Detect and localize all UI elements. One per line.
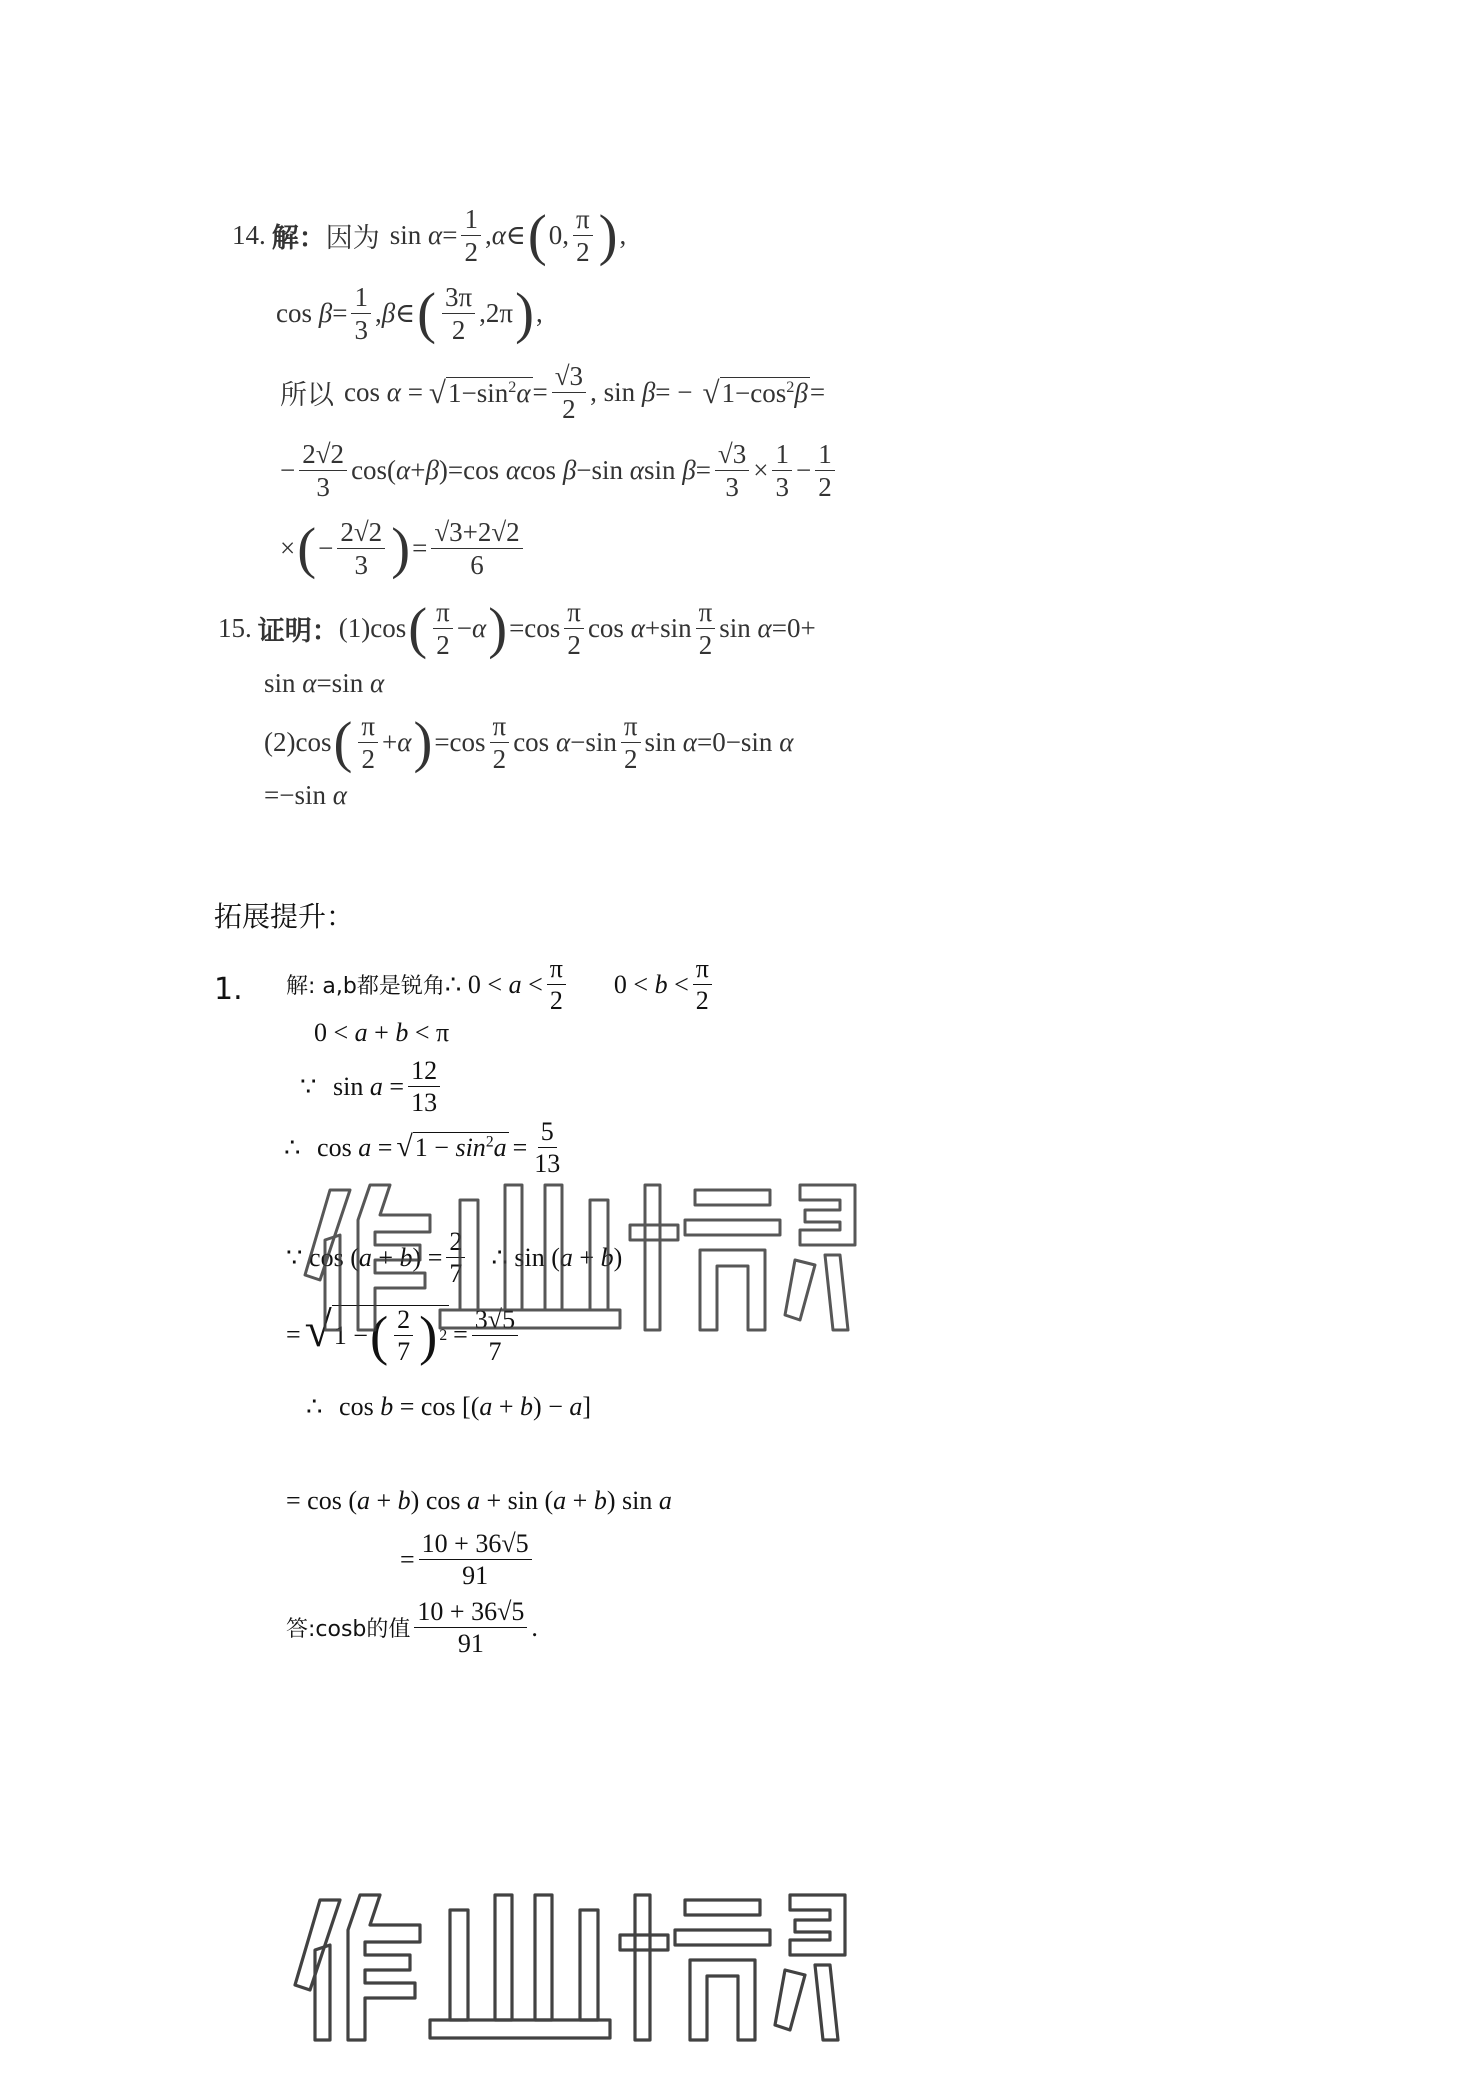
watermark-logo-1 <box>300 1170 860 1340</box>
extension-heading: 拓展提升： <box>214 900 355 933</box>
p14-eq1: sin α= <box>389 220 458 251</box>
p14-because: 因为 <box>325 223 380 255</box>
p15-part2: (2) <box>264 727 296 758</box>
ext1-answer-prefix: 答:cosb的值 <box>286 1617 411 1643</box>
p14-line4: − $\frac{2√2}{3}$ cos(α+β)=cos αcos β−sin αsin β= $\frac{√3}{3}$ × $\frac{1}{3}$ − $\frac{1}{2}$ <box>280 440 839 502</box>
p15-part1: (1) <box>338 613 371 644</box>
p15-line1: 15. 证明： (1) cos ( $\frac{\pi}{2}$ −α ) =cos $\frac{\pi}{2}$ cos α+sin $\frac{\pi}{2}$ sin α=0+ <box>218 597 816 661</box>
ext1-line2: 0 < a + b < π <box>314 1018 450 1047</box>
p14-frac-1-3: $\frac{1}{3}$ <box>351 283 371 345</box>
ext1-intro: 解: a,b都是锐角 <box>286 974 445 1000</box>
ext1-line4: ∴ cos a = √ $1 - \sin^2a$ = $\frac{5}{13}$ <box>284 1117 561 1179</box>
ext1-line3: ∵ sin a = $\frac{12}{13}$ <box>300 1057 444 1117</box>
p14-frac-1-2: $\frac{1}{2}$ <box>461 205 481 267</box>
p14-line2: cos β= $\frac{1}{3}$ ,β∈ ( $\frac{3\pi}{2}$ ,2π ) , <box>276 282 543 346</box>
p14-frac-pi-2: $\frac{\pi}{2}$ <box>573 205 593 267</box>
p14-line5: × ( − $\frac{2√2}{3}$ ) = $\frac{√3+2√2}{6}$ <box>280 518 527 580</box>
p15-line3: (2) cos ( $\frac{\pi}{2}$ +α ) =cos $\frac{\pi}{2}$ cos α−sin $\frac{\pi}{2}$ sin α=0−sin α <box>264 711 794 775</box>
p14-so: 所以 <box>280 380 334 412</box>
watermark-logo-2 <box>290 1880 850 2050</box>
ext1-line5: ∵ cos (a + b) = $\frac{2}{7}$ ∴ sin (a + b) <box>286 1227 623 1289</box>
ext1-line9: = $\frac{10 + 36√5}{91}$ <box>400 1530 536 1590</box>
p14-number: 14. <box>232 220 266 251</box>
p15-line4: =−sin α <box>264 780 347 810</box>
p14-result: $\frac{√3+2√2}{6}$ <box>431 518 522 580</box>
p14-label: 解： <box>271 223 326 255</box>
p14-line3: 所以 cos α = √ $1-\sin^2\alpha$ = $\frac{√3}{2}$ , sin β= − √ $1-\cos^2\beta$ = <box>280 361 826 425</box>
p15-label: 证明： <box>257 616 339 648</box>
p14-line1: 14. 解： 因为 sin α= $\frac{1}{2}$ ,α∈ ( 0, $\frac{\pi}{2}$ ) , <box>232 204 627 268</box>
p14-frac-3pi-2: $\frac{3\pi}{2}$ <box>442 283 475 345</box>
ext1-answer: 答:cosb的值 $\frac{10 + 36√5}{91}$ . <box>286 1597 538 1659</box>
ext1-line1: 解: a,b都是锐角 ∴ 0 < a < $\frac{\pi}{2}$ 0 < b < $\frac{\pi}{2}$ <box>286 955 716 1015</box>
ext1-number: 1. <box>214 972 243 1007</box>
p15-number: 15. <box>218 613 252 644</box>
ext1-line7: ∴ cos b = cos [(a + b) − a] <box>306 1392 592 1421</box>
p14-alpha-in: ,α∈ <box>484 220 526 251</box>
p15-line2: sin α=sin α <box>264 668 385 698</box>
ext1-line6: = √ 1 − ( $\frac{2}{7}$ ) 2 = $\frac{3√5}{7}$ <box>286 1305 522 1366</box>
ext1-line8: = cos (a + b) cos a + sin (a + b) sin a <box>286 1486 672 1515</box>
